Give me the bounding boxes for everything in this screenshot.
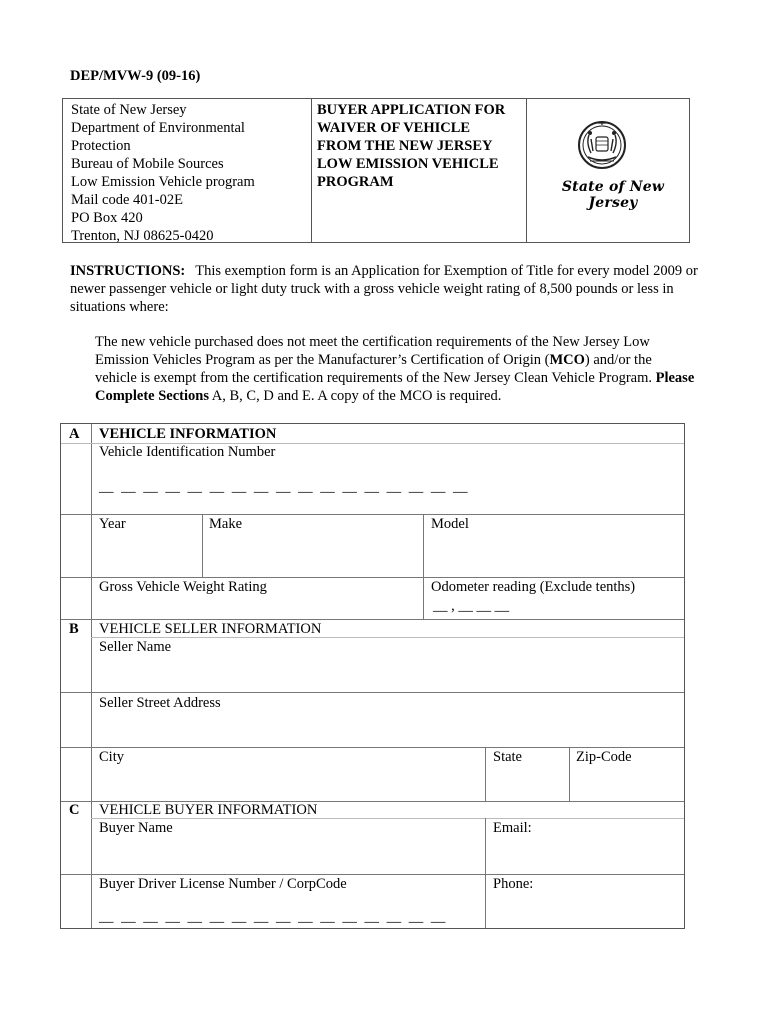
license-input[interactable]: — — — — — — — — — — — — — — — —: [99, 914, 448, 930]
nj-state-seal-icon: [576, 117, 628, 178]
title-line: WAIVER OF VEHICLE: [317, 120, 471, 136]
section-c-letter: C: [69, 802, 80, 818]
phone-label: Phone:: [493, 876, 534, 892]
gvwr-label: Gross Vehicle Weight Rating: [99, 579, 267, 595]
state-label: State: [493, 749, 522, 765]
agency-address: [71, 101, 255, 245]
eligibility-note: [95, 333, 695, 405]
buyer-name-label: Buyer Name: [99, 820, 173, 836]
header-table: [62, 98, 690, 243]
seller-name-label: Seller Name: [99, 639, 172, 655]
instructions: [70, 262, 700, 316]
agency-line: Protection: [71, 138, 131, 154]
state-of-new-jersey-logo-text: State of New Jersey: [561, 179, 665, 211]
form-title: [317, 101, 505, 191]
agency-line: State of New Jersey: [71, 102, 187, 118]
agency-line: Trenton, NJ 08625-0420: [71, 228, 214, 244]
section-b-letter: B: [69, 621, 79, 637]
license-label: Buyer Driver License Number / CorpCode: [99, 876, 347, 892]
agency-line: PO Box 420: [71, 210, 143, 226]
odometer-label: Odometer reading (Exclude tenths): [431, 579, 636, 595]
title-line: FROM THE NEW JERSEY: [317, 138, 493, 154]
section-c-heading: VEHICLE BUYER INFORMATION: [99, 802, 318, 818]
zip-code-label: Zip-Code: [576, 749, 632, 765]
year-label: Year: [99, 516, 126, 532]
model-label: Model: [431, 516, 469, 532]
title-line: LOW EMISSION VEHICLE: [317, 156, 499, 172]
title-line: PROGRAM: [317, 174, 394, 190]
make-label: Make: [209, 516, 243, 532]
agency-line: Department of Environmental: [71, 120, 245, 136]
note-text: A, B, C, D and E. A copy of the MCO is required.: [208, 388, 502, 404]
note-text: ) and/or the vehicle is exempt from the certification requirements of the New Jersey Clean Vehicle Program.: [95, 352, 656, 386]
section-a-letter: A: [69, 426, 80, 442]
section-b-heading: VEHICLE SELLER INFORMATION: [99, 621, 322, 637]
title-line: BUYER APPLICATION FOR: [317, 102, 506, 118]
note-bold-lead: Please Complete Sections: [95, 370, 695, 404]
agency-line: Mail code 401-02E: [71, 192, 183, 208]
form-code: DEP/MVW-9 (09-16): [70, 68, 201, 84]
note-text: The new vehicle purchased does not meet the certification requirements of the New Jersey Low Emission Vehicles Program as per the Manufacturer’s Certification of Origin (: [95, 334, 650, 368]
instructions-label: INSTRUCTIONS:: [70, 263, 186, 279]
application-table: [60, 423, 685, 929]
city-label: City: [99, 749, 124, 765]
vin-label: Vehicle Identification Number: [99, 444, 276, 460]
agency-line: Low Emission Vehicle program: [71, 174, 255, 190]
instructions-text: This exemption form is an Application for Exemption of Title for every model 2009 or newer passenger vehicle or light duty truck with a gross vehicle weight rating of 8,500 pounds or less in situations where:: [70, 263, 698, 315]
section-a-heading: VEHICLE INFORMATION: [99, 426, 277, 442]
note-mco: MCO: [549, 352, 585, 368]
agency-line: Bureau of Mobile Sources: [71, 156, 224, 172]
seller-address-label: Seller Street Address: [99, 695, 221, 711]
email-label: Email:: [493, 820, 532, 836]
odometer-input[interactable]: __ , __ __ __: [433, 598, 510, 614]
vin-input[interactable]: — — — — — — — — — — — — — — — — —: [99, 484, 470, 500]
